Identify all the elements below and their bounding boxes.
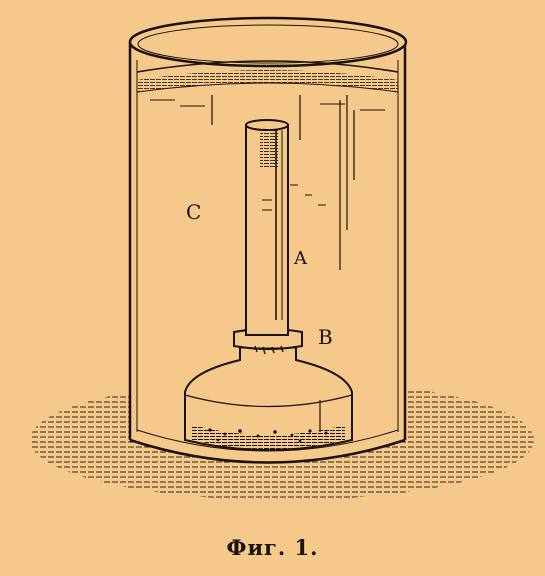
figure-caption: Фиг. 1. — [226, 535, 319, 560]
label-b: B — [318, 325, 333, 349]
tube — [246, 120, 288, 335]
label-c: C — [186, 200, 202, 224]
label-a: A — [294, 248, 307, 269]
